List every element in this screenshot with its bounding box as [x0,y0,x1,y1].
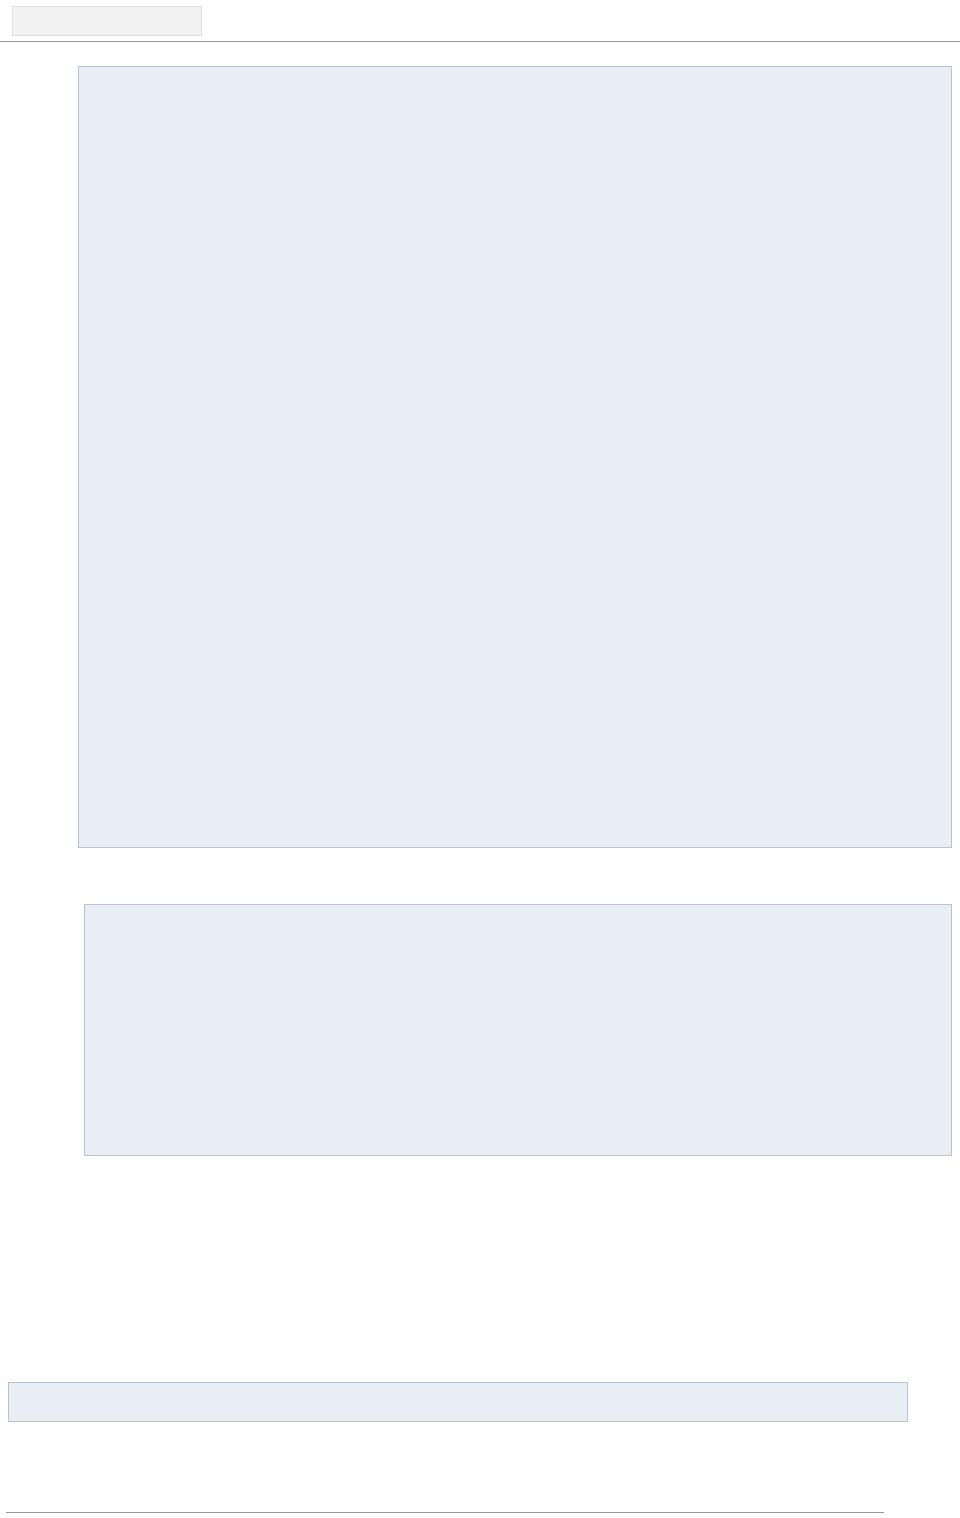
embedded-screenshot-3 [8,1382,908,1422]
embedded-screenshot-2 [84,904,952,1156]
page-footer [0,1482,960,1518]
page-header [0,0,960,42]
embedded-screenshot-1 [78,66,952,848]
company-logo [12,6,202,36]
footer-divider [6,1512,884,1513]
